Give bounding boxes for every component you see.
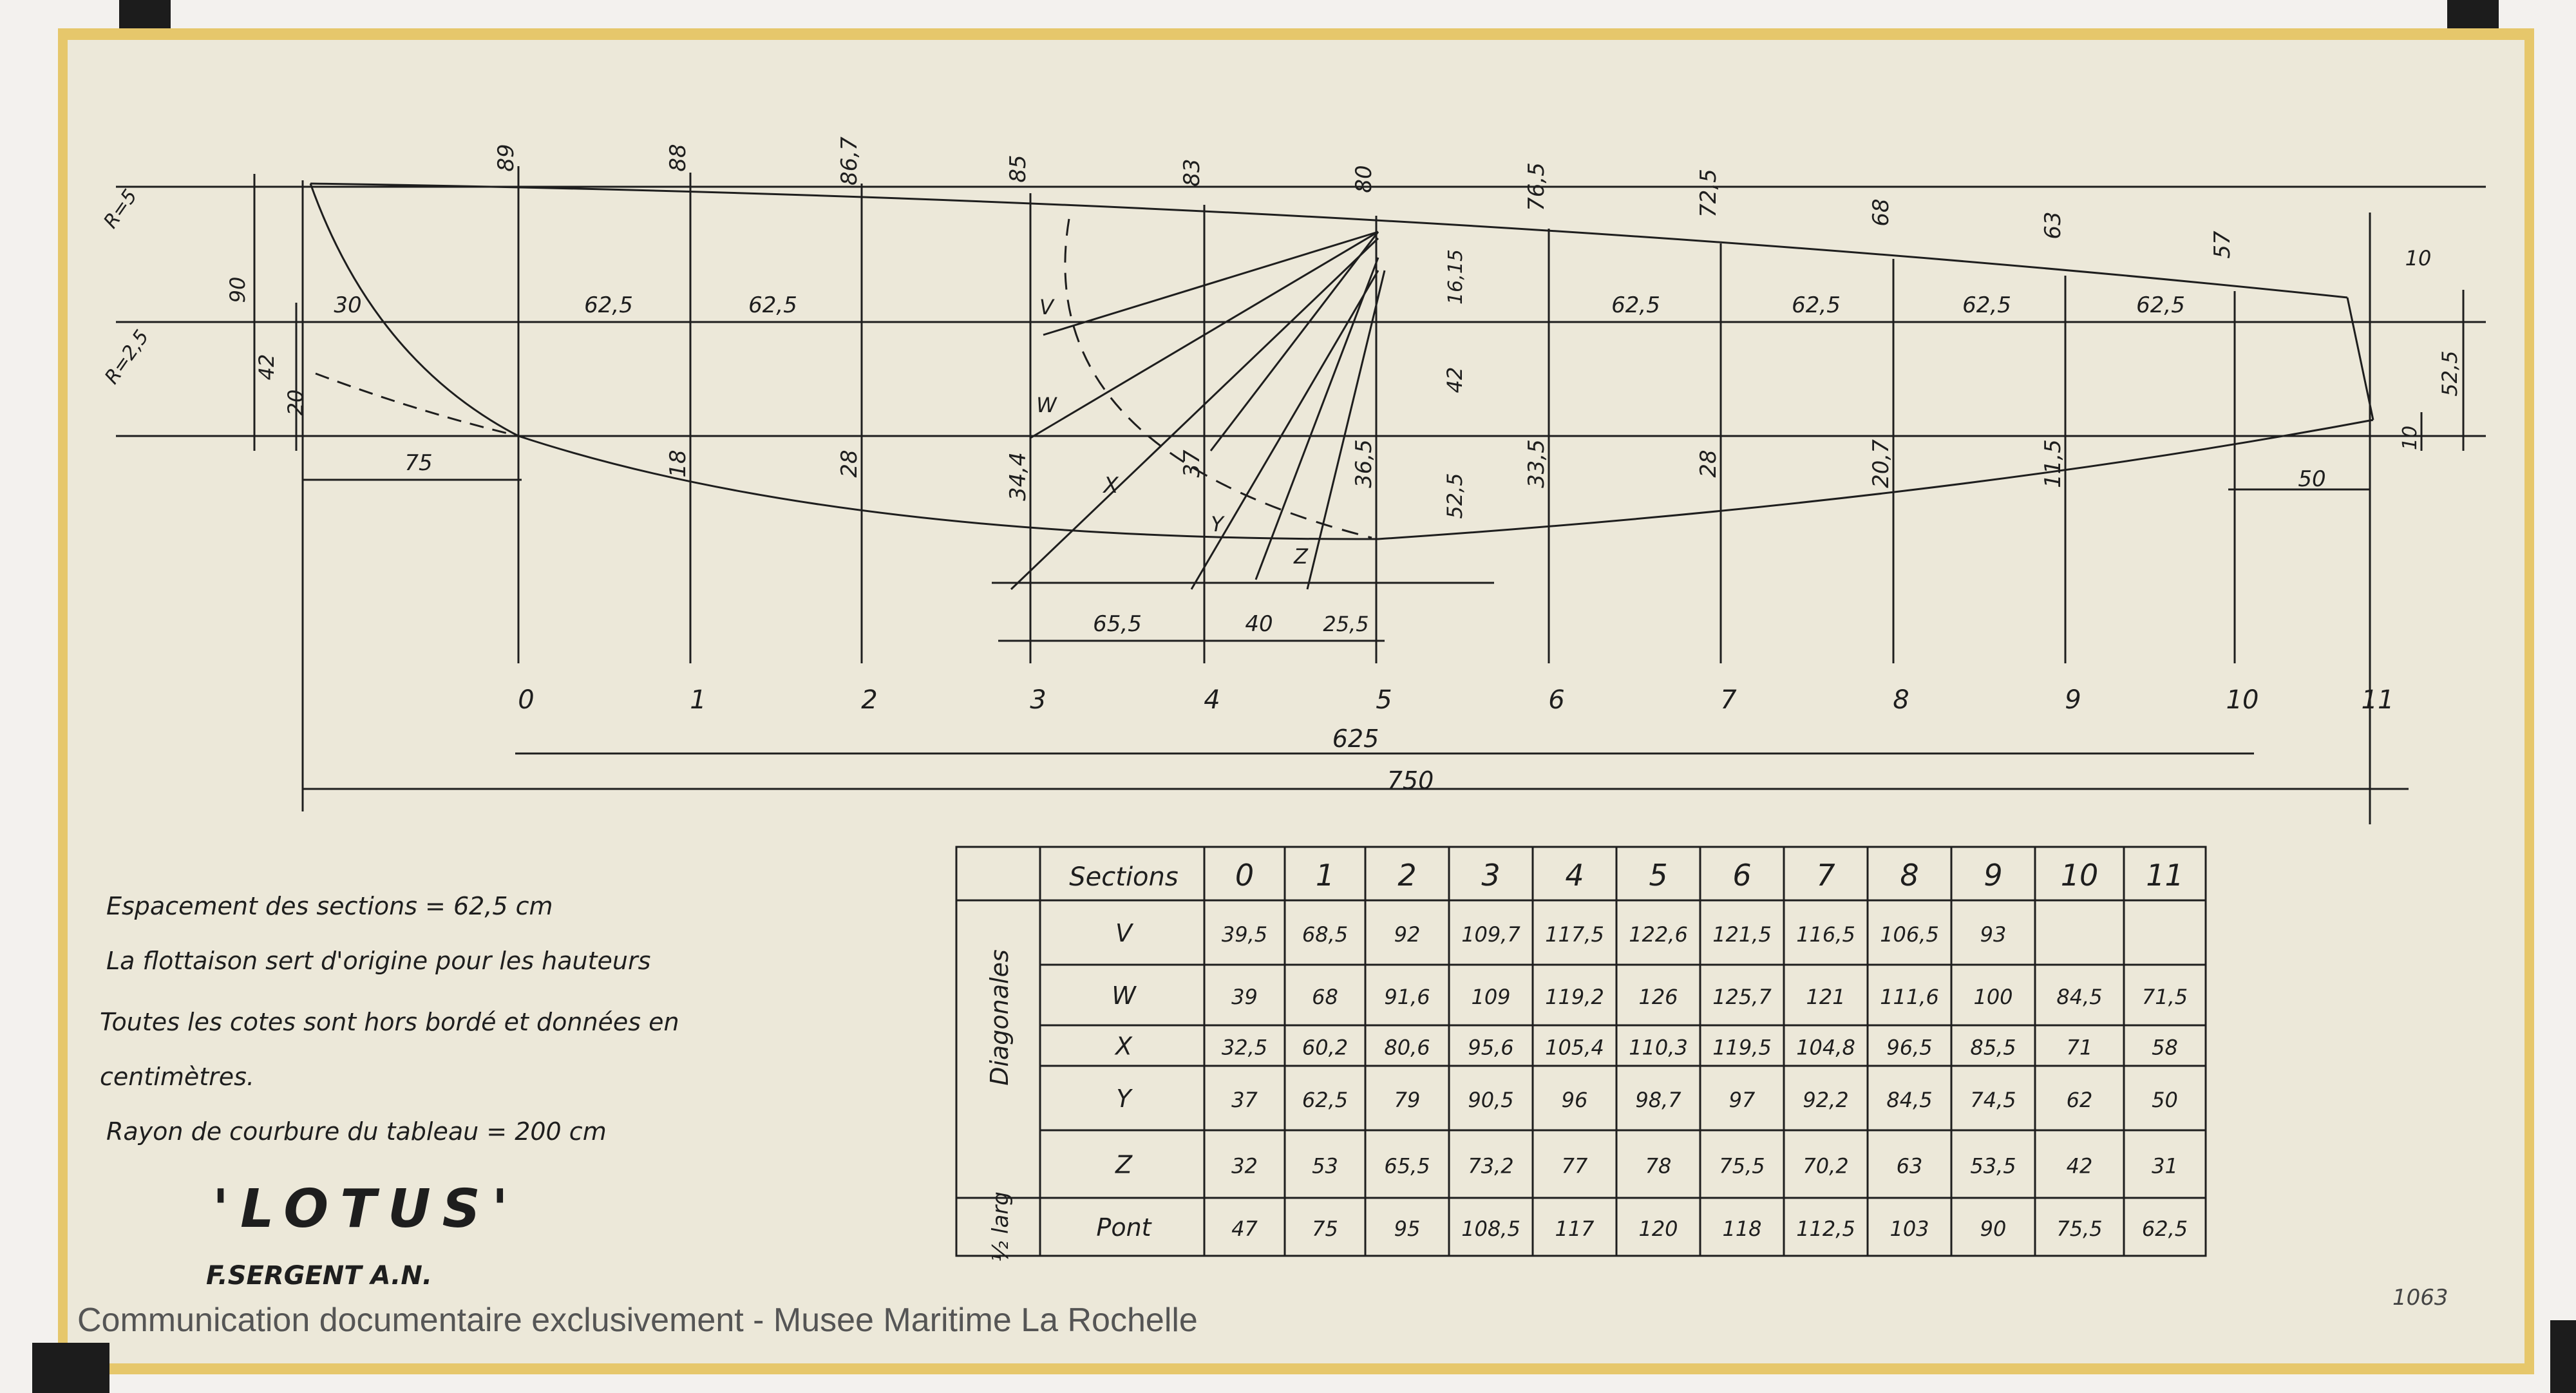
table-cell-4-11: 31 [2152, 1153, 2178, 1179]
height-bottom-2: 34,4 [1005, 452, 1031, 501]
station-number-3: 3 [1030, 685, 1046, 715]
station-number-10: 10 [2226, 685, 2259, 715]
table-cell-3-1: 62,5 [1302, 1088, 1349, 1112]
table-col-header-5: 5 [1649, 858, 1668, 893]
table-row-label-4: Z [1115, 1150, 1133, 1179]
diag-label-v: V [1039, 295, 1054, 319]
table-cell-0-7: 116,5 [1796, 922, 1855, 947]
table-cell-0-9: 93 [1980, 922, 2007, 947]
table-cell-5-10: 75,5 [2056, 1217, 2103, 1241]
table-cell-5-7: 112,5 [1796, 1217, 1855, 1241]
spacing-label-1: 62,5 [748, 292, 797, 318]
height-bottom-0: 18 [665, 450, 691, 478]
spacing-label-2: 62,5 [1611, 292, 1660, 318]
note-units: centimètres. [100, 1063, 254, 1091]
table-cell-2-0: 32,5 [1221, 1035, 1268, 1060]
table-cell-4-9: 53,5 [1970, 1153, 2016, 1179]
table-cell-2-4: 105,4 [1545, 1035, 1604, 1060]
table-cell-0-4: 117,5 [1545, 922, 1604, 947]
table-cell-4-3: 73,2 [1468, 1153, 1514, 1179]
table-col-header-1: 1 [1315, 858, 1335, 893]
table-cell-4-4: 77 [1561, 1153, 1588, 1179]
table-cell-5-5: 120 [1638, 1217, 1678, 1241]
table-col-header-2: 2 [1397, 858, 1417, 893]
boat-name: 'LOTUS' [213, 1179, 520, 1240]
table-cell-1-3: 109 [1471, 985, 1511, 1009]
dim-r5: R=5 [99, 185, 142, 233]
table-cell-2-1: 60,2 [1302, 1035, 1349, 1060]
height-top-1: 88 [665, 144, 691, 172]
dim-mid-255: 25,5 [1323, 612, 1369, 636]
dim-h90: 90 [225, 276, 250, 303]
table-cell-4-6: 75,5 [1719, 1153, 1765, 1179]
table-cell-5-0: 47 [1231, 1217, 1258, 1241]
table-cell-2-9: 85,5 [1970, 1035, 2016, 1060]
table-cell-3-9: 74,5 [1970, 1088, 2016, 1112]
table-row-label-2: X [1115, 1032, 1133, 1061]
height-bottom-7: 20,7 [1868, 439, 1894, 488]
table-cell-4-10: 42 [2066, 1153, 2093, 1179]
table-cell-2-7: 104,8 [1796, 1035, 1855, 1060]
table-group-diagonales: Diagonales [985, 949, 1014, 1086]
height-top-10: 57 [2210, 231, 2235, 259]
designer-signature: F.SERGENT A.N. [206, 1261, 433, 1291]
table-cell-5-9: 90 [1980, 1217, 2007, 1241]
table-cell-5-11: 62,5 [2141, 1217, 2188, 1241]
table-cell-0-8: 106,5 [1880, 922, 1939, 947]
dim-750: 750 [1387, 766, 1434, 795]
table-cell-2-8: 96,5 [1886, 1035, 1933, 1060]
table-col-header-8: 8 [1900, 858, 1919, 893]
height-bottom-3: 37 [1179, 450, 1205, 478]
height-top-7: 72,5 [1696, 169, 1721, 218]
table-cell-0-6: 121,5 [1712, 922, 1772, 947]
table-cell-0-5: 122,6 [1629, 922, 1688, 947]
table-cell-3-3: 90,5 [1468, 1088, 1514, 1112]
table-cell-5-6: 118 [1722, 1217, 1762, 1241]
table-cell-3-6: 97 [1728, 1088, 1756, 1112]
spacing-label-3: 62,5 [1792, 292, 1841, 318]
table-col-header-11: 11 [2146, 858, 2184, 893]
diag-label-x: X [1103, 473, 1119, 498]
table-cell-3-2: 79 [1394, 1088, 1421, 1112]
table-cell-1-7: 121 [1806, 985, 1846, 1009]
height-top-0: 89 [493, 144, 519, 172]
table-cell-1-4: 119,2 [1545, 985, 1604, 1009]
table-col-header-6: 6 [1732, 858, 1752, 893]
table-cell-3-8: 84,5 [1886, 1088, 1933, 1112]
station-number-5: 5 [1376, 685, 1392, 715]
note-spacing: Espacement des sections = 62,5 cm [106, 892, 553, 920]
dim-mid-40: 40 [1245, 611, 1273, 637]
table-cell-0-3: 109,7 [1461, 922, 1520, 947]
dim-mid-525: 52,5 [1443, 473, 1467, 519]
table-cell-1-9: 100 [1973, 985, 2013, 1009]
height-bottom-8: 11,5 [2040, 439, 2066, 488]
table-cell-5-3: 108,5 [1461, 1217, 1520, 1241]
table-cell-3-4: 96 [1561, 1088, 1588, 1112]
spacing-label-0: 62,5 [584, 292, 633, 318]
table-col-header-9: 9 [1984, 858, 2003, 893]
table-cell-4-7: 70,2 [1803, 1153, 1849, 1179]
table-cell-3-7: 92,2 [1803, 1088, 1849, 1112]
table-cell-3-5: 98,7 [1635, 1088, 1681, 1112]
dim-mid-655: 65,5 [1093, 611, 1142, 637]
dim-stern-50: 50 [2298, 466, 2326, 492]
height-top-5: 80 [1351, 165, 1377, 193]
table-row-label-3: Y [1116, 1085, 1132, 1113]
table-cell-2-2: 80,6 [1384, 1035, 1430, 1060]
height-bottom-6: 28 [1696, 450, 1721, 478]
diag-label-w: W [1036, 393, 1057, 417]
diag-label-z: Z [1294, 544, 1308, 569]
dim-stern-52: 52,5 [2438, 350, 2462, 397]
table-cell-1-10: 84,5 [2056, 985, 2103, 1009]
station-number-1: 1 [690, 685, 706, 715]
table-col-header-4: 4 [1565, 858, 1584, 893]
height-bottom-5: 33,5 [1524, 439, 1549, 488]
table-col-header-7: 7 [1816, 858, 1835, 893]
watermark: Communication documentaire exclusivement - Musee Maritime La Rochelle [77, 1302, 1198, 1339]
table-cell-1-8: 111,6 [1880, 985, 1939, 1009]
station-number-4: 4 [1204, 685, 1220, 715]
table-row-label-5: Pont [1096, 1213, 1151, 1242]
dim-stern-10a: 10 [2405, 246, 2432, 270]
table-col-header-3: 3 [1481, 858, 1501, 893]
dim-w75: 75 [404, 450, 433, 476]
table-cell-4-0: 32 [1231, 1153, 1258, 1179]
table-cell-1-0: 39 [1231, 985, 1258, 1009]
station-number-0: 0 [518, 685, 535, 715]
table-cell-1-6: 125,7 [1712, 985, 1772, 1009]
dim-h42: 42 [254, 354, 279, 381]
station-number-2: 2 [861, 685, 878, 715]
note-transom-radius: Rayon de courbure du tableau = 200 cm [106, 1117, 607, 1146]
table-cell-4-2: 65,5 [1384, 1153, 1430, 1179]
height-top-6: 76,5 [1524, 162, 1549, 211]
table-cell-3-0: 37 [1231, 1088, 1258, 1112]
height-bottom-1: 28 [837, 450, 862, 478]
spacing-label-5: 62,5 [2136, 292, 2185, 318]
dim-mid-42: 42 [1443, 366, 1467, 393]
dim-stern-10b: 10 [2399, 425, 2421, 451]
height-top-9: 63 [2040, 211, 2066, 240]
table-cell-2-5: 110,3 [1629, 1035, 1688, 1060]
table-col-header-10: 10 [2060, 858, 2099, 893]
table-cell-1-5: 126 [1638, 985, 1678, 1009]
table-cell-5-8: 103 [1889, 1217, 1929, 1241]
table-cell-2-3: 95,6 [1468, 1035, 1514, 1060]
height-bottom-4: 36,5 [1351, 439, 1377, 488]
height-top-2: 86,7 [837, 137, 862, 185]
table-cell-0-2: 92 [1394, 922, 1421, 947]
table-cell-4-8: 63 [1896, 1153, 1923, 1179]
station-number-7: 7 [1720, 685, 1737, 715]
table-cell-2-6: 119,5 [1712, 1035, 1772, 1060]
dim-mid-16: 16,15 [1444, 249, 1467, 305]
table-cell-5-1: 75 [1312, 1217, 1338, 1241]
note-waterline-origin: La flottaison sert d'origine pour les hauteurs [106, 947, 651, 975]
table-cell-5-2: 95 [1394, 1217, 1421, 1241]
station-number-11: 11 [2361, 685, 2394, 715]
dim-h20: 20 [283, 389, 308, 416]
table-cell-1-1: 68 [1312, 985, 1338, 1009]
height-top-3: 85 [1005, 155, 1031, 183]
table-row-label-0: V [1115, 919, 1132, 947]
height-top-4: 83 [1179, 158, 1205, 187]
table-cell-4-1: 53 [1312, 1153, 1338, 1179]
station-number-8: 8 [1893, 685, 1909, 715]
table-half-width-label: ½ larg [988, 1191, 1014, 1262]
table-cell-5-4: 117 [1555, 1217, 1595, 1241]
table-cell-3-11: 50 [2152, 1088, 2178, 1112]
table-cell-0-1: 68,5 [1302, 922, 1349, 947]
table-cell-1-2: 91,6 [1384, 985, 1430, 1009]
table-cell-3-10: 62 [2066, 1088, 2093, 1112]
dim-w30: 30 [334, 292, 362, 318]
dim-r25: R=2,5 [100, 326, 154, 388]
table-cell-4-5: 78 [1645, 1153, 1672, 1179]
table-cell-0-0: 39,5 [1221, 922, 1268, 947]
table-col-header-0: 0 [1235, 858, 1255, 893]
table-cell-2-11: 58 [2152, 1035, 2178, 1060]
dim-625: 625 [1332, 725, 1379, 753]
table-header-sections: Sections [1069, 862, 1179, 892]
station-number-6: 6 [1548, 685, 1565, 715]
spacing-label-4: 62,5 [1962, 292, 2011, 318]
note-dimensions: Toutes les cotes sont hors bordé et données en [100, 1008, 679, 1036]
diag-label-y: Y [1211, 512, 1224, 536]
height-top-8: 68 [1868, 198, 1894, 227]
table-row-label-1: W [1112, 981, 1136, 1010]
station-number-9: 9 [2065, 685, 2081, 715]
table-cell-2-10: 71 [2066, 1035, 2093, 1060]
table-cell-1-11: 71,5 [2141, 985, 2188, 1009]
archive-number-stamp: 1063 [2392, 1285, 2448, 1311]
